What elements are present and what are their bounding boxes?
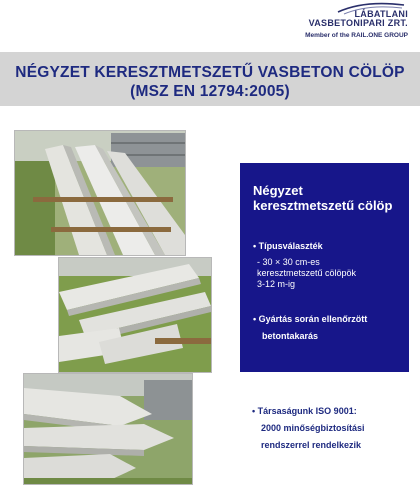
bullet-concrete-cover-line1: Gyártás során ellenőrzött <box>258 314 368 324</box>
pile-photo-1 <box>14 130 186 256</box>
iso-line3: rendszerrel rendelkezik <box>261 440 362 450</box>
type-range-line2: keresztmetszetű cölöpök <box>257 268 357 278</box>
pile-photo-2 <box>58 257 212 373</box>
type-range-line3: 3-12 m-ig <box>257 279 296 289</box>
brand-name-line1: LÁBATLANI <box>354 9 408 19</box>
brand-name-line2: VASBETONIPARI ZRT. <box>308 18 408 28</box>
type-range-detail <box>257 257 356 290</box>
info-box-title <box>253 183 403 213</box>
iso-statement <box>252 403 365 454</box>
info-box <box>240 163 409 372</box>
bullet-type-range <box>253 241 323 251</box>
bullet-icon: • <box>253 241 259 251</box>
iso-line1: Társaságunk ISO 9001: <box>257 406 357 416</box>
page-subtitle: (MSZ EN 12794:2005) <box>130 83 290 100</box>
type-range-line1: - 30 × 30 cm-es <box>257 257 320 267</box>
pile-photo-3 <box>23 373 193 485</box>
page-title: NÉGYZET KERESZTMETSZETŰ VASBETON CÖLÖP <box>15 64 405 81</box>
bullet-concrete-cover <box>253 311 367 345</box>
info-box-title-line1: Négyzet <box>253 183 303 198</box>
iso-line2: 2000 minőségbiztosítási <box>261 423 365 433</box>
bullet-type-range-label: Típusválaszték <box>258 241 323 251</box>
info-box-title-line2: keresztmetszetű cölöp <box>253 198 393 213</box>
bullet-icon: • <box>253 314 259 324</box>
bullet-icon: • <box>252 406 258 416</box>
bullet-concrete-cover-line2: betontakarás <box>262 331 319 341</box>
brand-member-text: Member of the RAIL.ONE GROUP <box>305 32 408 39</box>
